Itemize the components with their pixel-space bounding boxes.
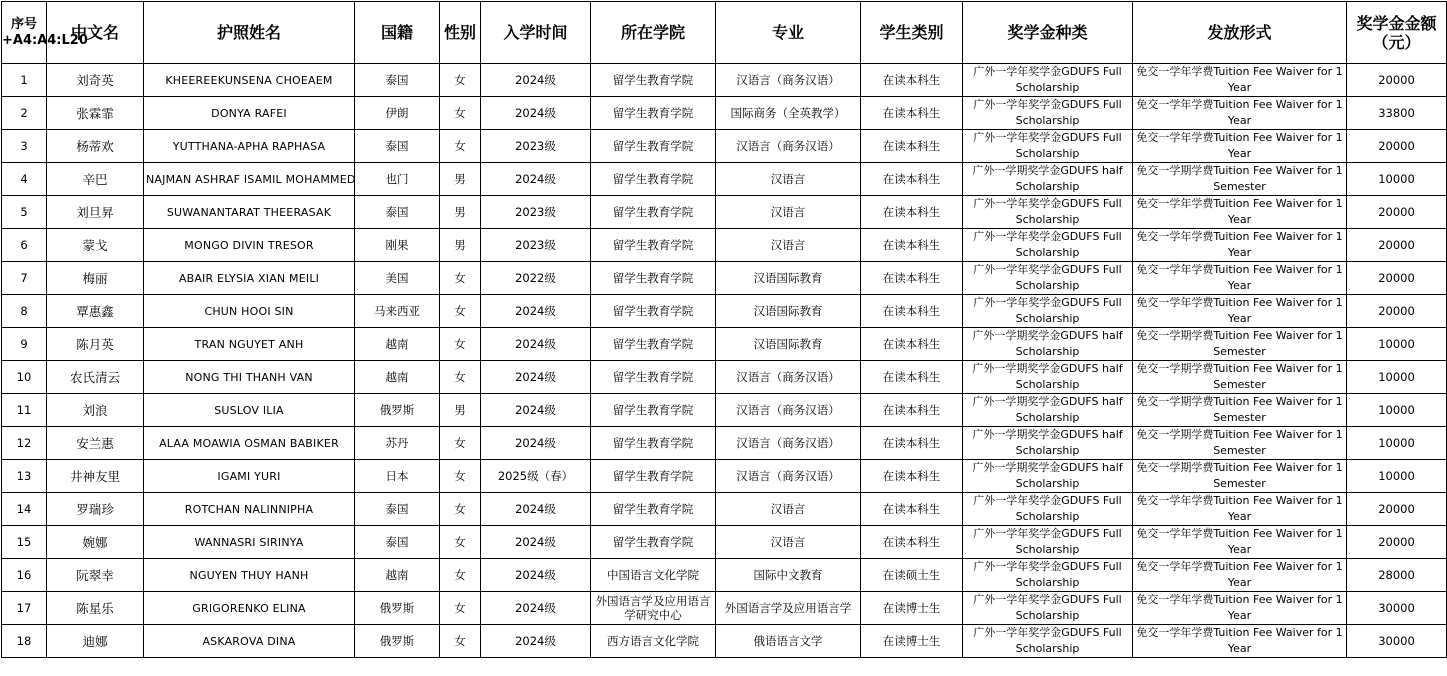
cell-chinese-name[interactable]: 辛巴 <box>47 163 144 196</box>
cell-nationality[interactable]: 美国 <box>355 262 440 295</box>
cell-index[interactable]: 5 <box>2 196 47 229</box>
cell-passport-name[interactable]: TRAN NGUYET ANH <box>144 328 355 361</box>
cell-chinese-name[interactable]: 杨蒂欢 <box>47 130 144 163</box>
cell-amount[interactable]: 10000 <box>1347 328 1447 361</box>
cell-college[interactable]: 留学生教育学院 <box>591 328 716 361</box>
cell-major[interactable]: 汉语言（商务汉语） <box>716 130 861 163</box>
header-chinese-name[interactable]: 中文名 <box>47 2 144 64</box>
header-amount[interactable]: 奖学金金额（元） <box>1347 2 1447 64</box>
cell-nationality[interactable]: 泰国 <box>355 130 440 163</box>
cell-enrollment[interactable]: 2024级 <box>481 625 591 658</box>
cell-payment-form[interactable]: 免交一学年学费Tuition Fee Waiver for 1 Year <box>1133 625 1347 658</box>
cell-enrollment[interactable]: 2023级 <box>481 130 591 163</box>
cell-scholarship-type[interactable]: 广外一学期奖学金GDUFS half Scholarship <box>963 460 1133 493</box>
cell-college[interactable]: 留学生教育学院 <box>591 460 716 493</box>
cell-enrollment[interactable]: 2024级 <box>481 295 591 328</box>
cell-amount[interactable]: 20000 <box>1347 196 1447 229</box>
cell-amount[interactable]: 20000 <box>1347 493 1447 526</box>
cell-payment-form[interactable]: 免交一学年学费Tuition Fee Waiver for 1 Year <box>1133 229 1347 262</box>
cell-passport-name[interactable]: NONG THI THANH VAN <box>144 361 355 394</box>
cell-student-type[interactable]: 在读本科生 <box>861 493 963 526</box>
cell-gender[interactable]: 女 <box>440 559 481 592</box>
cell-major[interactable]: 汉语言 <box>716 526 861 559</box>
cell-scholarship-type[interactable]: 广外一学期奖学金GDUFS half Scholarship <box>963 394 1133 427</box>
table-row <box>2 97 1447 130</box>
cell-student-type[interactable]: 在读本科生 <box>861 97 963 130</box>
cell-scholarship-type[interactable]: 广外一学年奖学金GDUFS Full Scholarship <box>963 130 1133 163</box>
cell-nationality[interactable]: 泰国 <box>355 64 440 97</box>
cell-payment-form[interactable]: 免交一学年学费Tuition Fee Waiver for 1 Year <box>1133 295 1347 328</box>
cell-major[interactable]: 汉语言（商务汉语） <box>716 361 861 394</box>
cell-major[interactable]: 汉语国际教育 <box>716 328 861 361</box>
header-college[interactable]: 所在学院 <box>591 2 716 64</box>
cell-nationality[interactable]: 伊朗 <box>355 97 440 130</box>
cell-gender[interactable]: 女 <box>440 262 481 295</box>
cell-payment-form[interactable]: 免交一学期学费Tuition Fee Waiver for 1 Semester <box>1133 460 1347 493</box>
scholarship-table <box>1 1 1447 658</box>
cell-passport-name[interactable]: SUSLOV ILIA <box>144 394 355 427</box>
cell-gender[interactable]: 女 <box>440 493 481 526</box>
cell-major[interactable]: 汉语国际教育 <box>716 295 861 328</box>
cell-enrollment[interactable]: 2024级 <box>481 163 591 196</box>
table-row <box>2 394 1447 427</box>
cell-passport-name[interactable]: MONGO DIVIN TRESOR <box>144 229 355 262</box>
cell-index[interactable]: 13 <box>2 460 47 493</box>
cell-passport-name[interactable]: NAJMAN ASHRAF ISAMIL MOHAMMED <box>144 163 355 196</box>
cell-passport-name[interactable]: DONYA RAFEI <box>144 97 355 130</box>
cell-passport-name[interactable]: CHUN HOOI SIN <box>144 295 355 328</box>
cell-passport-name[interactable]: IGAMI YURI <box>144 460 355 493</box>
table-row <box>2 262 1447 295</box>
cell-student-type[interactable]: 在读本科生 <box>861 163 963 196</box>
cell-student-type[interactable]: 在读本科生 <box>861 361 963 394</box>
cell-scholarship-type[interactable]: 广外一学期奖学金GDUFS half Scholarship <box>963 361 1133 394</box>
cell-chinese-name[interactable]: 迪娜 <box>47 625 144 658</box>
cell-passport-name[interactable]: ROTCHAN NALINNIPHA <box>144 493 355 526</box>
cell-index[interactable]: 14 <box>2 493 47 526</box>
cell-college[interactable]: 留学生教育学院 <box>591 262 716 295</box>
cell-index[interactable]: 11 <box>2 394 47 427</box>
cell-scholarship-type[interactable]: 广外一学年奖学金GDUFS Full Scholarship <box>963 262 1133 295</box>
cell-payment-form[interactable]: 免交一学期学费Tuition Fee Waiver for 1 Semester <box>1133 328 1347 361</box>
cell-amount[interactable]: 10000 <box>1347 163 1447 196</box>
cell-chinese-name[interactable]: 陈月英 <box>47 328 144 361</box>
cell-student-type[interactable]: 在读本科生 <box>861 295 963 328</box>
cell-student-type[interactable]: 在读硕士生 <box>861 559 963 592</box>
cell-scholarship-type[interactable]: 广外一学年奖学金GDUFS Full Scholarship <box>963 196 1133 229</box>
table-row <box>2 196 1447 229</box>
cell-amount[interactable]: 10000 <box>1347 427 1447 460</box>
cell-nationality[interactable]: 也门 <box>355 163 440 196</box>
cell-college[interactable]: 留学生教育学院 <box>591 493 716 526</box>
header-gender[interactable]: 性别 <box>440 2 481 64</box>
cell-chinese-name[interactable]: 婉娜 <box>47 526 144 559</box>
cell-payment-form[interactable]: 免交一学期学费Tuition Fee Waiver for 1 Semester <box>1133 427 1347 460</box>
cell-payment-form[interactable]: 免交一学年学费Tuition Fee Waiver for 1 Year <box>1133 262 1347 295</box>
table-row <box>2 625 1447 658</box>
cell-enrollment[interactable]: 2024级 <box>481 427 591 460</box>
cell-college[interactable]: 留学生教育学院 <box>591 130 716 163</box>
cell-nationality[interactable]: 泰国 <box>355 493 440 526</box>
cell-index[interactable]: 15 <box>2 526 47 559</box>
cell-amount[interactable]: 20000 <box>1347 295 1447 328</box>
cell-student-type[interactable]: 在读博士生 <box>861 592 963 625</box>
cell-gender[interactable]: 男 <box>440 394 481 427</box>
table-row <box>2 64 1447 97</box>
cell-payment-form[interactable]: 免交一学期学费Tuition Fee Waiver for 1 Semester <box>1133 394 1347 427</box>
cell-enrollment[interactable]: 2024级 <box>481 328 591 361</box>
header-row <box>2 2 1447 64</box>
cell-chinese-name[interactable]: 安兰惠 <box>47 427 144 460</box>
cell-nationality[interactable]: 日本 <box>355 460 440 493</box>
cell-enrollment[interactable]: 2024级 <box>481 97 591 130</box>
cell-college[interactable]: 留学生教育学院 <box>591 229 716 262</box>
cell-enrollment[interactable]: 2024级 <box>481 526 591 559</box>
cell-scholarship-type[interactable]: 广外一学期奖学金GDUFS half Scholarship <box>963 163 1133 196</box>
cell-chinese-name[interactable]: 刘奇英 <box>47 64 144 97</box>
cell-chinese-name[interactable]: 蒙戈 <box>47 229 144 262</box>
cell-major[interactable]: 汉语言（商务汉语） <box>716 427 861 460</box>
cell-gender[interactable]: 女 <box>440 130 481 163</box>
cell-nationality[interactable]: 俄罗斯 <box>355 394 440 427</box>
header-student-type[interactable]: 学生类别 <box>861 2 963 64</box>
cell-index[interactable]: 7 <box>2 262 47 295</box>
cell-chinese-name[interactable]: 阮翠幸 <box>47 559 144 592</box>
cell-nationality[interactable]: 越南 <box>355 361 440 394</box>
cell-chinese-name[interactable]: 井神友里 <box>47 460 144 493</box>
cell-college[interactable]: 中国语言文化学院 <box>591 559 716 592</box>
cell-enrollment[interactable]: 2024级 <box>481 493 591 526</box>
cell-student-type[interactable]: 在读本科生 <box>861 328 963 361</box>
cell-passport-name[interactable]: ALAA MOAWIA OSMAN BABIKER <box>144 427 355 460</box>
cell-chinese-name[interactable]: 张霖霏 <box>47 97 144 130</box>
cell-amount[interactable]: 10000 <box>1347 460 1447 493</box>
cell-major[interactable]: 国际商务（全英教学） <box>716 97 861 130</box>
cell-index[interactable]: 9 <box>2 328 47 361</box>
cell-major[interactable]: 国际中文教育 <box>716 559 861 592</box>
cell-passport-name[interactable]: SUWANANTARAT THEERASAK <box>144 196 355 229</box>
cell-scholarship-type[interactable]: 广外一学年奖学金GDUFS Full Scholarship <box>963 625 1133 658</box>
cell-scholarship-type[interactable]: 广外一学年奖学金GDUFS Full Scholarship <box>963 97 1133 130</box>
cell-amount[interactable]: 28000 <box>1347 559 1447 592</box>
table-row <box>2 460 1447 493</box>
cell-major[interactable]: 汉语言 <box>716 163 861 196</box>
cell-index[interactable]: 6 <box>2 229 47 262</box>
cell-student-type[interactable]: 在读本科生 <box>861 262 963 295</box>
cell-college[interactable]: 留学生教育学院 <box>591 97 716 130</box>
cell-amount[interactable]: 30000 <box>1347 592 1447 625</box>
cell-major[interactable]: 汉语国际教育 <box>716 262 861 295</box>
cell-chinese-name[interactable]: 覃惠鑫 <box>47 295 144 328</box>
cell-payment-form[interactable]: 免交一学年学费Tuition Fee Waiver for 1 Year <box>1133 130 1347 163</box>
cell-passport-name[interactable]: NGUYEN THUY HANH <box>144 559 355 592</box>
cell-scholarship-type[interactable]: 广外一学年奖学金GDUFS Full Scholarship <box>963 526 1133 559</box>
header-passport-name[interactable]: 护照姓名 <box>144 2 355 64</box>
cell-index[interactable]: 17 <box>2 592 47 625</box>
cell-payment-form[interactable]: 免交一学年学费Tuition Fee Waiver for 1 Year <box>1133 97 1347 130</box>
cell-major[interactable]: 汉语言（商务汉语） <box>716 394 861 427</box>
cell-scholarship-type[interactable]: 广外一学期奖学金GDUFS half Scholarship <box>963 427 1133 460</box>
cell-chinese-name[interactable]: 刘旦昇 <box>47 196 144 229</box>
header-payment-form[interactable]: 发放形式 <box>1133 2 1347 64</box>
cell-gender[interactable]: 女 <box>440 64 481 97</box>
cell-nationality[interactable]: 泰国 <box>355 196 440 229</box>
cell-student-type[interactable]: 在读本科生 <box>861 229 963 262</box>
header-scholarship-type[interactable]: 奖学金种类 <box>963 2 1133 64</box>
cell-student-type[interactable]: 在读本科生 <box>861 526 963 559</box>
cell-scholarship-type[interactable]: 广外一学年奖学金GDUFS Full Scholarship <box>963 592 1133 625</box>
cell-student-type[interactable]: 在读本科生 <box>861 460 963 493</box>
cell-major[interactable]: 外国语言学及应用语言学 <box>716 592 861 625</box>
cell-nationality[interactable]: 俄罗斯 <box>355 592 440 625</box>
table-row <box>2 559 1447 592</box>
cell-passport-name[interactable]: GRIGORENKO ELINA <box>144 592 355 625</box>
cell-student-type[interactable]: 在读本科生 <box>861 196 963 229</box>
cell-student-type[interactable]: 在读本科生 <box>861 130 963 163</box>
cell-student-type[interactable]: 在读本科生 <box>861 394 963 427</box>
cell-gender[interactable]: 女 <box>440 427 481 460</box>
cell-gender[interactable]: 女 <box>440 592 481 625</box>
cell-nationality[interactable]: 俄罗斯 <box>355 625 440 658</box>
cell-student-type[interactable]: 在读博士生 <box>861 625 963 658</box>
table-row <box>2 130 1447 163</box>
cell-gender[interactable]: 女 <box>440 97 481 130</box>
cell-payment-form[interactable]: 免交一学期学费Tuition Fee Waiver for 1 Semester <box>1133 361 1347 394</box>
header-enrollment[interactable]: 入学时间 <box>481 2 591 64</box>
cell-payment-form[interactable]: 免交一学年学费Tuition Fee Waiver for 1 Year <box>1133 196 1347 229</box>
cell-index[interactable]: 18 <box>2 625 47 658</box>
cell-major[interactable]: 汉语言（商务汉语） <box>716 64 861 97</box>
cell-amount[interactable]: 20000 <box>1347 130 1447 163</box>
table-row <box>2 295 1447 328</box>
header-nationality[interactable]: 国籍 <box>355 2 440 64</box>
cell-payment-form[interactable]: 免交一学年学费Tuition Fee Waiver for 1 Year <box>1133 592 1347 625</box>
cell-gender[interactable]: 女 <box>440 526 481 559</box>
header-major[interactable]: 专业 <box>716 2 861 64</box>
cell-major[interactable]: 汉语言 <box>716 493 861 526</box>
cell-payment-form[interactable]: 免交一学年学费Tuition Fee Waiver for 1 Year <box>1133 559 1347 592</box>
table-row <box>2 427 1447 460</box>
cell-amount[interactable]: 30000 <box>1347 625 1447 658</box>
cell-gender[interactable]: 男 <box>440 163 481 196</box>
cell-enrollment[interactable]: 2025级（春） <box>481 460 591 493</box>
cell-enrollment[interactable]: 2024级 <box>481 592 591 625</box>
cell-payment-form[interactable]: 免交一学年学费Tuition Fee Waiver for 1 Year <box>1133 493 1347 526</box>
cell-college[interactable]: 留学生教育学院 <box>591 526 716 559</box>
cell-enrollment[interactable]: 2022级 <box>481 262 591 295</box>
cell-college[interactable]: 留学生教育学院 <box>591 295 716 328</box>
cell-major[interactable]: 俄语语言文学 <box>716 625 861 658</box>
cell-gender[interactable]: 女 <box>440 361 481 394</box>
table-row <box>2 592 1447 625</box>
table-row <box>2 526 1447 559</box>
cell-major[interactable]: 汉语言 <box>716 196 861 229</box>
cell-chinese-name[interactable]: 刘浪 <box>47 394 144 427</box>
cell-amount[interactable]: 10000 <box>1347 361 1447 394</box>
cell-enrollment[interactable]: 2023级 <box>481 229 591 262</box>
cell-gender[interactable]: 男 <box>440 229 481 262</box>
cell-college[interactable]: 外国语言学及应用语言学研究中心 <box>591 592 716 625</box>
cell-chinese-name[interactable]: 罗瑞珍 <box>47 493 144 526</box>
cell-nationality[interactable]: 苏丹 <box>355 427 440 460</box>
header-index[interactable]: 序号+A4:A4:L20 <box>2 2 47 64</box>
cell-index[interactable]: 12 <box>2 427 47 460</box>
cell-enrollment[interactable]: 2024级 <box>481 64 591 97</box>
cell-student-type[interactable]: 在读本科生 <box>861 427 963 460</box>
cell-passport-name[interactable]: WANNASRI SIRINYA <box>144 526 355 559</box>
cell-chinese-name[interactable]: 陈星乐 <box>47 592 144 625</box>
cell-college[interactable]: 留学生教育学院 <box>591 361 716 394</box>
cell-gender[interactable]: 男 <box>440 196 481 229</box>
cell-amount[interactable]: 33800 <box>1347 97 1447 130</box>
cell-passport-name[interactable]: KHEEREEKUNSENA CHOEAEM <box>144 64 355 97</box>
cell-index[interactable]: 1 <box>2 64 47 97</box>
cell-index[interactable]: 10 <box>2 361 47 394</box>
cell-index[interactable]: 4 <box>2 163 47 196</box>
cell-amount[interactable]: 10000 <box>1347 394 1447 427</box>
table-row <box>2 328 1447 361</box>
cell-college[interactable]: 留学生教育学院 <box>591 394 716 427</box>
cell-passport-name[interactable]: YUTTHANA-APHA RAPHASA <box>144 130 355 163</box>
cell-passport-name[interactable]: ABAIR ELYSIA XIAN MEILI <box>144 262 355 295</box>
cell-nationality[interactable]: 刚果 <box>355 229 440 262</box>
cell-chinese-name[interactable]: 梅丽 <box>47 262 144 295</box>
cell-payment-form[interactable]: 免交一学期学费Tuition Fee Waiver for 1 Semester <box>1133 163 1347 196</box>
table-row <box>2 229 1447 262</box>
cell-scholarship-type[interactable]: 广外一学年奖学金GDUFS Full Scholarship <box>963 64 1133 97</box>
cell-gender[interactable]: 女 <box>440 328 481 361</box>
cell-scholarship-type[interactable]: 广外一学年奖学金GDUFS Full Scholarship <box>963 559 1133 592</box>
cell-gender[interactable]: 女 <box>440 625 481 658</box>
cell-nationality[interactable]: 越南 <box>355 328 440 361</box>
cell-payment-form[interactable]: 免交一学年学费Tuition Fee Waiver for 1 Year <box>1133 64 1347 97</box>
cell-college[interactable]: 留学生教育学院 <box>591 163 716 196</box>
cell-amount[interactable]: 20000 <box>1347 229 1447 262</box>
cell-scholarship-type[interactable]: 广外一学年奖学金GDUFS Full Scholarship <box>963 229 1133 262</box>
cell-student-type[interactable]: 在读本科生 <box>861 64 963 97</box>
cell-index[interactable]: 3 <box>2 130 47 163</box>
cell-college[interactable]: 西方语言文化学院 <box>591 625 716 658</box>
cell-scholarship-type[interactable]: 广外一学期奖学金GDUFS half Scholarship <box>963 328 1133 361</box>
table-row <box>2 361 1447 394</box>
table-row <box>2 163 1447 196</box>
cell-gender[interactable]: 女 <box>440 295 481 328</box>
cell-index[interactable]: 2 <box>2 97 47 130</box>
cell-passport-name[interactable]: ASKAROVA DINA <box>144 625 355 658</box>
cell-payment-form[interactable]: 免交一学年学费Tuition Fee Waiver for 1 Year <box>1133 526 1347 559</box>
cell-college[interactable]: 留学生教育学院 <box>591 427 716 460</box>
cell-scholarship-type[interactable]: 广外一学年奖学金GDUFS Full Scholarship <box>963 295 1133 328</box>
cell-enrollment[interactable]: 2024级 <box>481 559 591 592</box>
cell-college[interactable]: 留学生教育学院 <box>591 64 716 97</box>
cell-enrollment[interactable]: 2024级 <box>481 361 591 394</box>
cell-college[interactable]: 留学生教育学院 <box>591 196 716 229</box>
cell-scholarship-type[interactable]: 广外一学年奖学金GDUFS Full Scholarship <box>963 493 1133 526</box>
cell-enrollment[interactable]: 2023级 <box>481 196 591 229</box>
cell-amount[interactable]: 20000 <box>1347 64 1447 97</box>
cell-nationality[interactable]: 越南 <box>355 559 440 592</box>
table-row <box>2 493 1447 526</box>
cell-amount[interactable]: 20000 <box>1347 262 1447 295</box>
cell-chinese-name[interactable]: 农氏清云 <box>47 361 144 394</box>
cell-nationality[interactable]: 马来西亚 <box>355 295 440 328</box>
cell-major[interactable]: 汉语言（商务汉语） <box>716 460 861 493</box>
cell-major[interactable]: 汉语言 <box>716 229 861 262</box>
cell-enrollment[interactable]: 2024级 <box>481 394 591 427</box>
cell-index[interactable]: 8 <box>2 295 47 328</box>
cell-index[interactable]: 16 <box>2 559 47 592</box>
cell-gender[interactable]: 女 <box>440 460 481 493</box>
cell-amount[interactable]: 20000 <box>1347 526 1447 559</box>
cell-nationality[interactable]: 泰国 <box>355 526 440 559</box>
